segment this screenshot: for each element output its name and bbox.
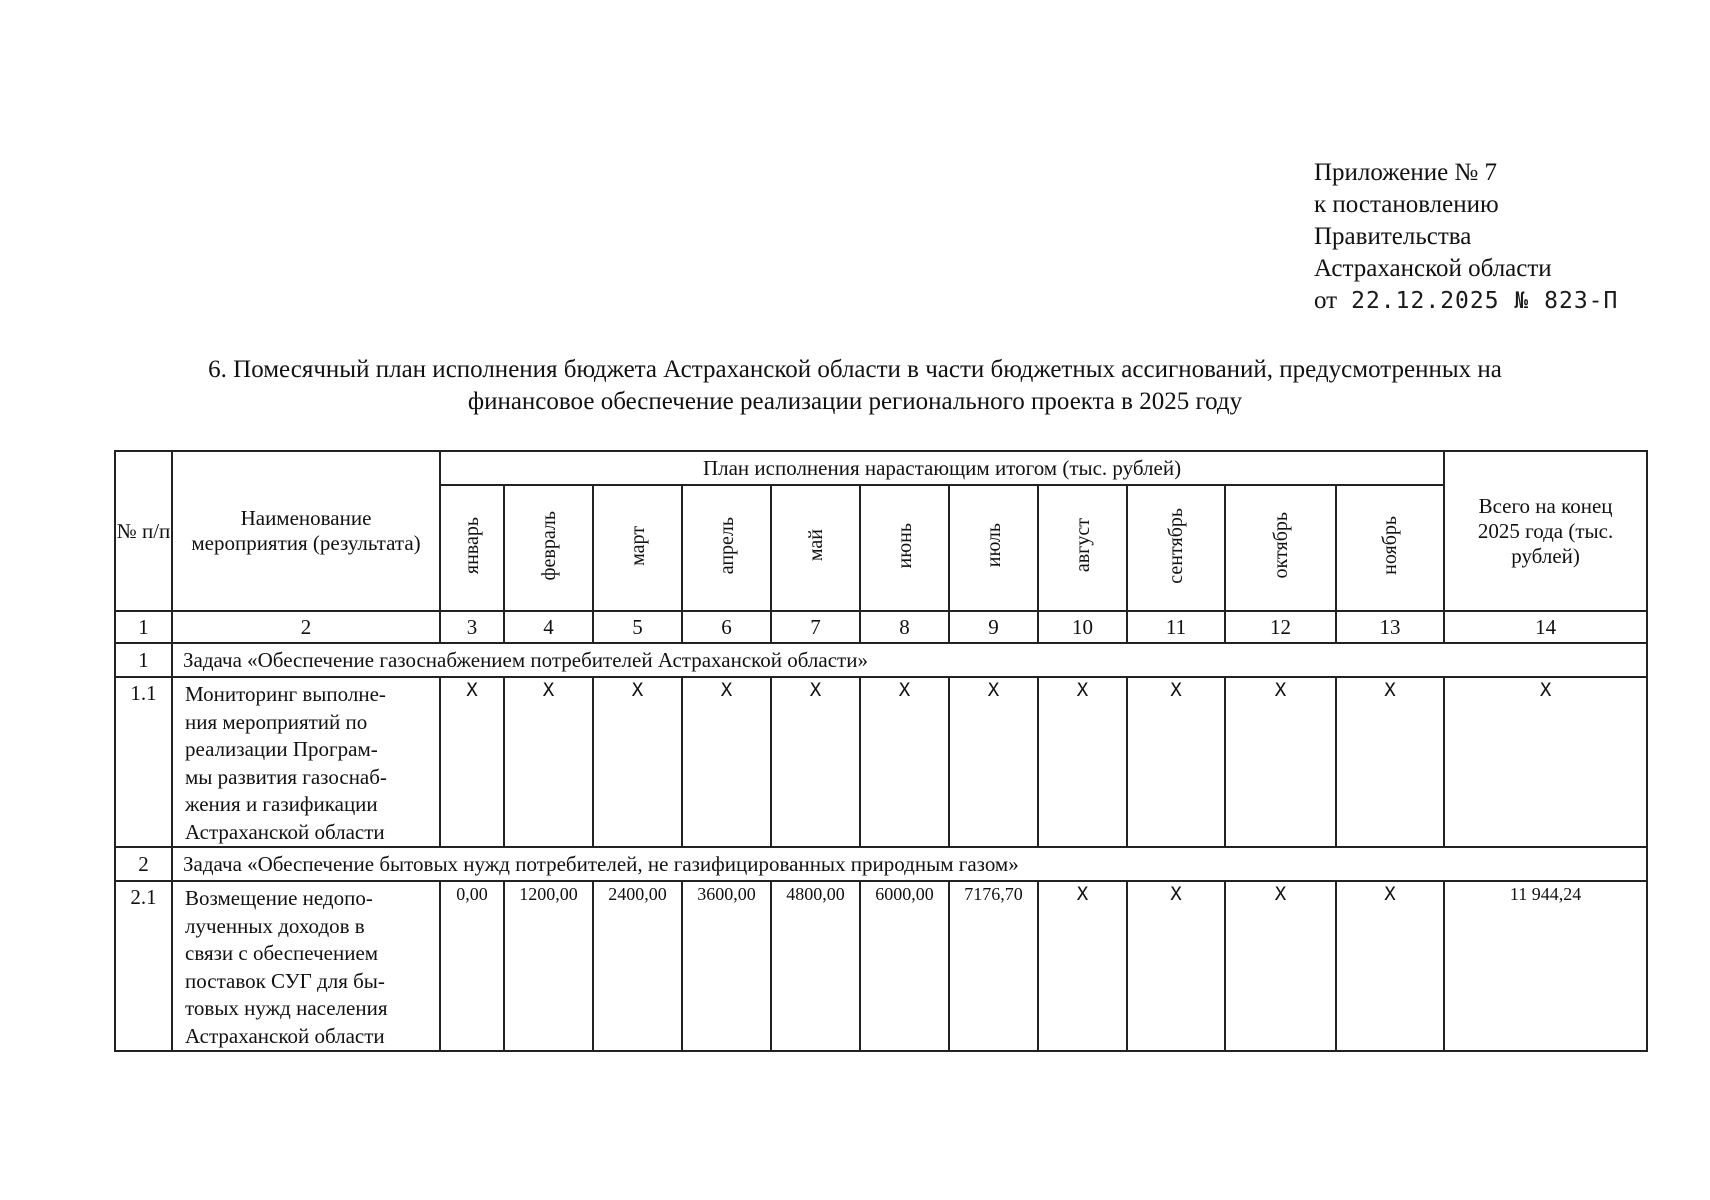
month-value: X	[1038, 881, 1127, 1051]
section-title-line-1: 6. Помесячный план исполнения бюджета Астраханской области в части бюджетных ассигнований, предусмотренных на	[208, 356, 1502, 383]
table-row	[115, 881, 1647, 1051]
column-number: 5	[593, 611, 682, 643]
task-number: 1	[115, 643, 172, 677]
month-value: X	[860, 677, 949, 847]
column-number: 11	[1127, 611, 1225, 643]
header-no: № п/п	[115, 451, 172, 611]
month-value: X	[1038, 677, 1127, 847]
column-number: 10	[1038, 611, 1127, 643]
item-name	[172, 881, 440, 1051]
item-name-line: реализации Програм-	[185, 737, 378, 761]
annex-date-stamp: 22.12.2025 № 823-П	[1351, 288, 1619, 314]
month-value: 1200,00	[504, 881, 593, 1051]
header-month	[949, 485, 1038, 611]
month-value: 0,00	[440, 881, 504, 1051]
budget-plan-table	[114, 450, 1648, 1052]
header-row-1	[115, 451, 1647, 485]
section-title	[100, 354, 1610, 418]
month-label: апрель	[715, 516, 738, 575]
column-number: 14	[1444, 611, 1647, 643]
month-value: X	[1336, 677, 1444, 847]
section-title-line-2: финансовое обеспечение реализации регионального проекта в 2025 году	[467, 388, 1243, 415]
month-label: май	[804, 529, 827, 562]
task-title: Задача «Обеспечение газоснабжением потребителей Астраханской области»	[172, 643, 1647, 677]
header-month	[771, 485, 860, 611]
month-label: июль	[982, 523, 1005, 568]
month-value: 3600,00	[682, 881, 771, 1051]
month-value: X	[1336, 881, 1444, 1051]
column-number: 1	[115, 611, 172, 643]
column-number: 6	[682, 611, 771, 643]
item-name-line: товых нужд населения	[185, 996, 388, 1020]
month-value: X	[682, 677, 771, 847]
item-name-line: ния мероприятий по	[185, 709, 368, 734]
column-number: 4	[504, 611, 593, 643]
item-name-line: Астраханской области	[185, 1023, 385, 1048]
month-label: июнь	[893, 522, 916, 569]
item-name-line: Астраханской области	[185, 819, 385, 844]
item-number: 1.1	[115, 677, 172, 847]
header-month	[1225, 485, 1336, 611]
item-number: 2.1	[115, 881, 172, 1051]
header-month	[1038, 485, 1127, 611]
annex-line-1: Приложение № 7	[1314, 159, 1498, 186]
header-plan-group: План исполнения нарастающим итогом (тыс. рублей)	[440, 451, 1444, 485]
month-label: март	[626, 525, 649, 566]
header-month	[1127, 485, 1225, 611]
header-month	[504, 485, 593, 611]
task-number: 2	[115, 847, 172, 881]
header-month	[440, 485, 504, 611]
month-value: 7176,70	[949, 881, 1038, 1051]
header-name: Наименование мероприятия (результата)	[172, 451, 440, 611]
annex-block	[1314, 157, 1618, 317]
month-value: 4800,00	[771, 881, 860, 1051]
month-value: X	[949, 677, 1038, 847]
month-label: октябрь	[1269, 512, 1292, 579]
month-label: сентябрь	[1165, 507, 1187, 584]
column-number: 8	[860, 611, 949, 643]
month-value: X	[440, 677, 504, 847]
total-value: X	[1444, 677, 1647, 847]
column-number: 7	[771, 611, 860, 643]
annex-line-3: Правительства	[1314, 223, 1472, 250]
item-name-line: лученных доходов в	[185, 913, 365, 938]
task-row	[115, 847, 1647, 881]
month-label: январь	[461, 516, 483, 575]
header-month	[682, 485, 771, 611]
item-name	[172, 677, 440, 847]
column-number-row	[115, 611, 1647, 643]
month-value: 2400,00	[593, 881, 682, 1051]
header-month	[860, 485, 949, 611]
column-number: 13	[1336, 611, 1444, 643]
header-total: Всего на конец 2025 года (тыс. рублей)	[1444, 451, 1647, 611]
header-month	[593, 485, 682, 611]
month-value: 6000,00	[860, 881, 949, 1051]
month-label: февраль	[537, 510, 560, 581]
task-title: Задача «Обеспечение бытовых нужд потребителей, не газифицированных природным газом»	[172, 847, 1647, 881]
month-value: X	[1127, 677, 1225, 847]
annex-line-4: Астраханской области	[1314, 255, 1552, 282]
month-value: X	[1127, 881, 1225, 1051]
month-value: X	[1225, 677, 1336, 847]
month-value: X	[1225, 881, 1336, 1051]
item-name-line: жения и газификации	[185, 792, 378, 816]
column-number: 3	[440, 611, 504, 643]
month-label: ноябрь	[1379, 516, 1402, 575]
item-name-line: Мониторинг выполне-	[185, 682, 386, 706]
month-value: X	[504, 677, 593, 847]
column-number: 9	[949, 611, 1038, 643]
total-value: 11 944,24	[1444, 881, 1647, 1051]
item-name-line: связи с обеспечением	[185, 941, 379, 965]
item-name-line: поставок СУГ для бы-	[185, 968, 385, 993]
annex-line-2: к постановлению	[1314, 191, 1499, 218]
header-month	[1336, 485, 1444, 611]
annex-date-row	[1314, 285, 1618, 317]
table-row	[115, 677, 1647, 847]
month-value: X	[771, 677, 860, 847]
column-number: 12	[1225, 611, 1336, 643]
item-name-line: Возмещение недопо-	[185, 886, 373, 910]
month-value: X	[593, 677, 682, 847]
column-number: 2	[172, 611, 440, 643]
annex-date-prefix: от	[1314, 287, 1338, 314]
item-name-line: мы развития газоснаб-	[185, 764, 387, 789]
task-row	[115, 643, 1647, 677]
month-label: август	[1071, 518, 1094, 573]
